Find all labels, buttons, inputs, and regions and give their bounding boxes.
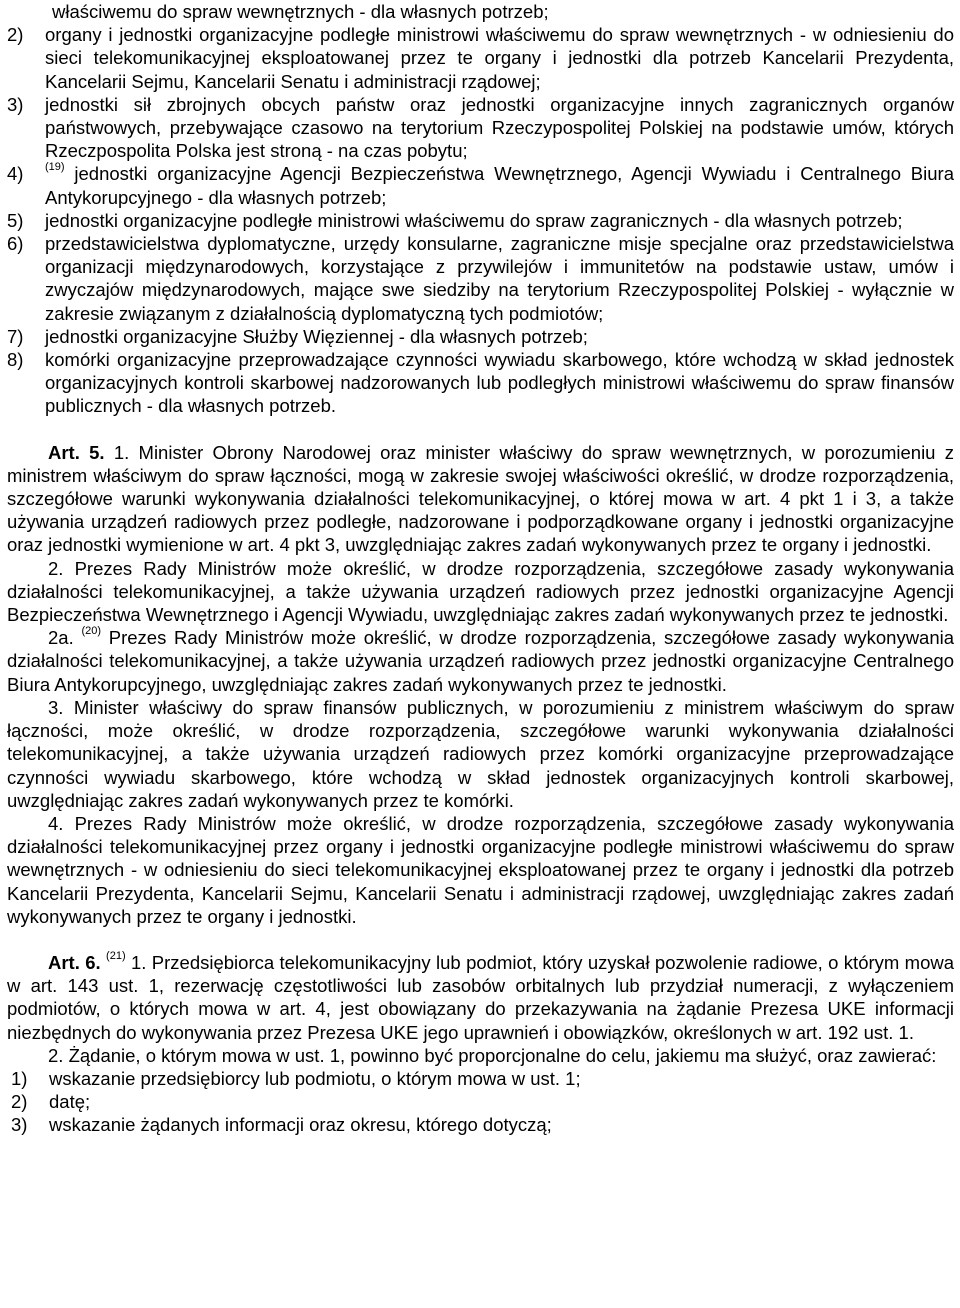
item-text: komórki organizacyjne przeprowadzające czynności wywiadu skarbowego, które wchodzą w skład jednostek organizacyjnych kontroli skarbowej nadzorowanych lub podległych ministrowi właściwemu do spraw finansów publicznych - dla własnych potrzeb.	[45, 349, 954, 417]
list-item	[7, 162, 954, 208]
item-number: 2)	[7, 24, 24, 46]
article-label: Art. 6.	[48, 951, 101, 973]
item-number: 7)	[7, 325, 24, 347]
item-text: jednostki sił zbrojnych obcych państw oraz jednostki organizacyjne innych zagranicznych organów państwowych, przebywające czasowo na terytorium Rzeczypospolitej Polskiej na podstawie umów, których Rzeczpospolita Polska jest stroną - na czas pobytu;	[45, 93, 954, 162]
item-number: 6)	[7, 233, 24, 255]
art5-para2a	[7, 626, 954, 696]
footnote-ref: (21)	[106, 949, 126, 962]
art5-para3: 3. Minister właściwy do spraw finansów publicznych, w porozumieniu z ministrem właściwym do spraw łączności, może określić, w drodze rozporządzenia, szczegółowe warunki wykonywania działalności telekomunikacyjnej, a także używania urządzeń radiowych przez komórki organizacyjne przeprowadzające czynności wywiadu skarbowego, które wchodzą w skład jednostek organizacyjnych kontroli skarbowej, uwzględniając zakres zadań wykonywanych przez te komórki.	[7, 696, 954, 811]
art5-para1	[7, 441, 954, 557]
item-text: datę;	[49, 1091, 91, 1113]
list-item	[7, 1090, 954, 1113]
item-number: 8)	[7, 349, 24, 371]
item-text: jednostki organizacyjne podległe ministrowi właściwemu do spraw zagranicznych - dla własnych potrzeb;	[45, 209, 903, 231]
list-item	[7, 348, 954, 418]
item-text: wskazanie żądanych informacji oraz okresu, którego dotyczą;	[49, 1114, 552, 1136]
para-text: Minister Obrony Narodowej oraz minister właściwy do spraw wewnętrznych, w porozumieniu z ministrem właściwym do spraw łączności, mogą w zakresie swojej właściwości określić, w drodze rozporządzenia, szczegółowe warunki wykonywania działalności telekomunikacyjnej, o której mowa w art. 4 pkt 1 i 3, a także używania urządzeń radiowych przez podległe, nadzorowane i podporządkowane organy i jednostki organizacyjne oraz jednostki wymienione w art. 4 pkt 3, uwzględniając zakres zadań wykonywanych przez te organy i jednostki.	[7, 441, 954, 556]
item-number-text: 4)	[7, 163, 24, 185]
item-number	[7, 162, 45, 208]
article-label: Art. 5.	[48, 441, 105, 463]
item-number: 5)	[7, 209, 24, 231]
list-item	[7, 325, 954, 348]
spacer	[7, 418, 954, 441]
item-text: przedstawicielstwa dyplomatyczne, urzędy konsularne, zagraniczne misje specjalne oraz przedstawicielstwa organizacji międzynarodowych, korzystające z przywilejów i immunitetów na podstawie ustaw, umów i zwyczajów międzynarodowych, mające swe siedziby na terytorium Rzeczypospolitej Polskiej - wyłącznie w zakresie związanym z działalnością dyplomatyczną tych podmiotów;	[45, 233, 954, 324]
list-item	[7, 93, 954, 163]
list-item	[7, 1113, 954, 1136]
item-text: jednostki organizacyjne Służby Więziennej - dla własnych potrzeb;	[45, 325, 588, 347]
item-number: 3)	[7, 93, 24, 115]
item-text-wrap	[45, 162, 954, 208]
item-text: wskazanie przedsiębiorcy lub podmiotu, o którym mowa w ust. 1;	[49, 1067, 581, 1089]
para-number: 1.	[113, 441, 130, 463]
item-number: 1)	[11, 1067, 28, 1089]
footnote-ref: (20)	[81, 625, 102, 638]
art6-para1	[7, 951, 954, 1044]
item-text: jednostki organizacyjne Agencji Bezpieczeństwa Wewnętrznego, Agencji Wywiadu i Centralnego Biura Antykorupcyjnego - dla własnych potrzeb;	[45, 163, 954, 208]
item-text: organy i jednostki organizacyjne podległe ministrowi właściwemu do spraw wewnętrznych - w odniesieniu do sieci telekomunikacyjnej eksploatowanej przez te organy i jednostki dla potrzeb Kancelarii Prezydenta, Kancelarii Sejmu, Kancelarii Senatu i administracji rządowej;	[45, 24, 954, 92]
list-item	[7, 209, 954, 232]
para-text: Prezes Rady Ministrów może określić, w drodze rozporządzenia, szczegółowe zasady wykonywania działalności telekomunikacyjnej, a także używania urządzeń radiowych przez jednostki organizacyjne Centralnego Biura Antykorupcyjnego, uwzględniając zakres zadań wykonywanych przez te jednostki.	[7, 627, 955, 695]
list-item	[7, 1067, 954, 1090]
art5-para2: 2. Prezes Rady Ministrów może określić, w drodze rozporządzenia, szczegółowe zasady wykonywania działalności telekomunikacyjnej, a także używania urządzeń radiowych przez jednostki organizacyjne Agencji Bezpieczeństwa Wewnętrznego i Agencji Wywiadu, uwzględniając zakres zadań wykonywanych przez te jednostki.	[7, 557, 954, 626]
footnote-ref: (19)	[45, 161, 65, 174]
list-item	[7, 23, 954, 93]
item-number: 3)	[11, 1114, 28, 1136]
para-number: 2a.	[48, 627, 74, 649]
art5-para4: 4. Prezes Rady Ministrów może określić, w drodze rozporządzenia, szczegółowe zasady wykonywania działalności telekomunikacyjnej przez organy i jednostki organizacyjne podległe ministrowi właściwemu do spraw wewnętrznych - w odniesieniu do sieci telekomunikacyjnej eksploatowanej przez te organy i jednostki dla potrzeb Kancelarii Prezydenta, Kancelarii Sejmu, Kancelarii Senatu i administracji rządowej, uwzględniając zakres zadań wykonywanych przez te organy i jednostki.	[7, 812, 954, 927]
art6-para2: 2. Żądanie, o którym mowa w ust. 1, powinno być proporcjonalne do celu, jakiemu ma służyć, oraz zawierać:	[48, 1044, 937, 1066]
para-text: 1. Przedsiębiorca telekomunikacyjny lub podmiot, który uzyskał pozwolenie radiowe, o którym mowa w art. 143 ust. 1, rezerwację częstotliwości lub zasobów orbitalnych lub przydział numeracji, z wyłączeniem podmiotów, o których mowa w art. 4, jest obowiązany do przekazywania na żądanie Prezesa UKE informacji niezbędnych do wykonywania przez Prezesa UKE jego uprawnień i obowiązków, określonych w art. 192 ust. 1.	[7, 951, 955, 1043]
item-number: 2)	[11, 1091, 28, 1113]
spacer	[7, 928, 954, 951]
line-continuation: właściwemu do spraw wewnętrznych - dla własnych potrzeb;	[52, 1, 549, 22]
list-item	[7, 232, 954, 325]
